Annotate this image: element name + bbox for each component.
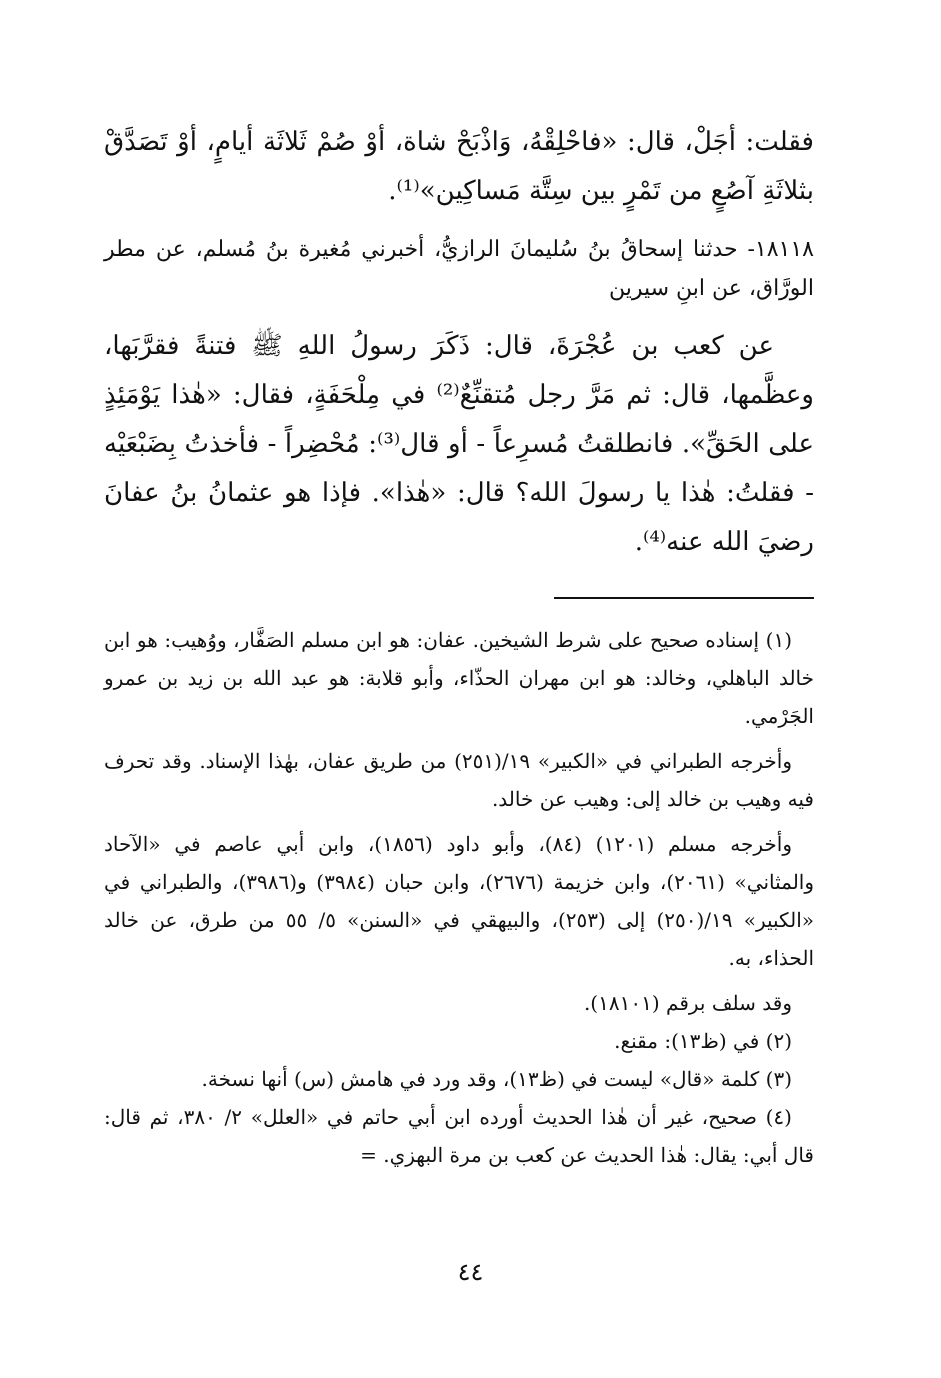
page-number: ٤٤ [457, 1258, 484, 1286]
hadith-isnad-paragraph: ١٨١١٨- حدثنا إسحاقُ بنُ سُليمانَ الرازيُّ، أخبرني مُغيرة بنُ مُسلم، عن مطر الورَّاق، عن ابنِ سيرين [104, 237, 814, 301]
footnotes [104, 621, 814, 1174]
footnote-1-part-4: وقد سلف برقم (١٨١٠١). [583, 991, 792, 1015]
footnote-1-part-2: وأخرجه الطبراني في «الكبير» ١٩/(٢٥١) من طريق عفان، بهٰذا الإسناد. وقد تحرف فيه وهيب بن خالد إلى: وهيب عن خالد. [104, 749, 814, 811]
footnote-4: (٤) صحيح، غير أن هٰذا الحديث أورده ابن أبي حاتم في «العلل» ٢/ ٣٨٠، ثم قال: قال أبي: يقال: هٰذا الحديث عن كعب بن مرة البهزي. = [104, 1105, 814, 1167]
hadith-ending-paragraph: فقلت: أجَلْ، قال: «فاحْلِقْهُ، وَاذْبَحْ شاة، أوْ صُمْ ثَلاثَة أيامٍ، أوْ تَصَدَّقْ بثلاثَةِ آصُعٍ من تَمْرٍ بين سِتَّة مَساكِين»⁽¹⁾. [104, 127, 814, 206]
footnote-2: (٢) في (ظ١٣): مقنع. [614, 1029, 792, 1053]
footnote-1-part-1: (١) إسناده صحيح على شرط الشيخين. عفان: هو ابن مسلم الصَفَّار، ووُهيب: هو ابن خالد الباهلي، وخالد: هو ابن مهران الحذّاء، وأبو قلابة: هو عبد الله بن زيد بن عمرو الجَرْمي. [104, 628, 814, 728]
footnote-3: (٣) كلمة «قال» ليست في (ظ١٣)، وقد ورد في هامش (س) أنها نسخة. [201, 1067, 792, 1091]
footnote-1-part-3: وأخرجه مسلم (١٢٠١) (٨٤)، وأبو داود (١٨٥٦)، وابن أبي عاصم في «الآحاد والمثاني» (٢٠٦١)، وابن خزيمة (٢٦٧٦)، وابن حبان (٣٩٨٤) و(٣٩٨٦)، والطبراني في «الكبير» ١٩/(٢٥٠) إلى (٢٥٣)، والبيهقي في «السنن» ٥/ ٥٥ من طرق، عن خالد الحذاء، به. [104, 832, 815, 970]
main-text [104, 118, 814, 567]
hadith-matn-paragraph: عن كعب بن عُجْرَةَ، قال: ذَكَرَ رسولُ اللهِ ﷺ فتنةً فقرَّبَها، وعظَّمها، قال: ثم مَرَّ رجل مُتقنِّعٌ⁽²⁾ في مِلْحَفَةٍ، فقال: «هٰذا يَوْمَئِذٍ على الحَقِّ». فانطلقتُ مُسرِعاً - أو قال⁽³⁾: مُحْضِراً - فأخذتُ بِضَبْعَيْه - فقلتُ: هٰذا يا رسولَ الله؟ قال: «هٰذا». فإذا هو عثمانُ بنُ عفانَ رضيَ الله عنه⁽⁴⁾. [104, 331, 814, 557]
footnote-separator [554, 597, 814, 599]
book-page [104, 118, 814, 1318]
